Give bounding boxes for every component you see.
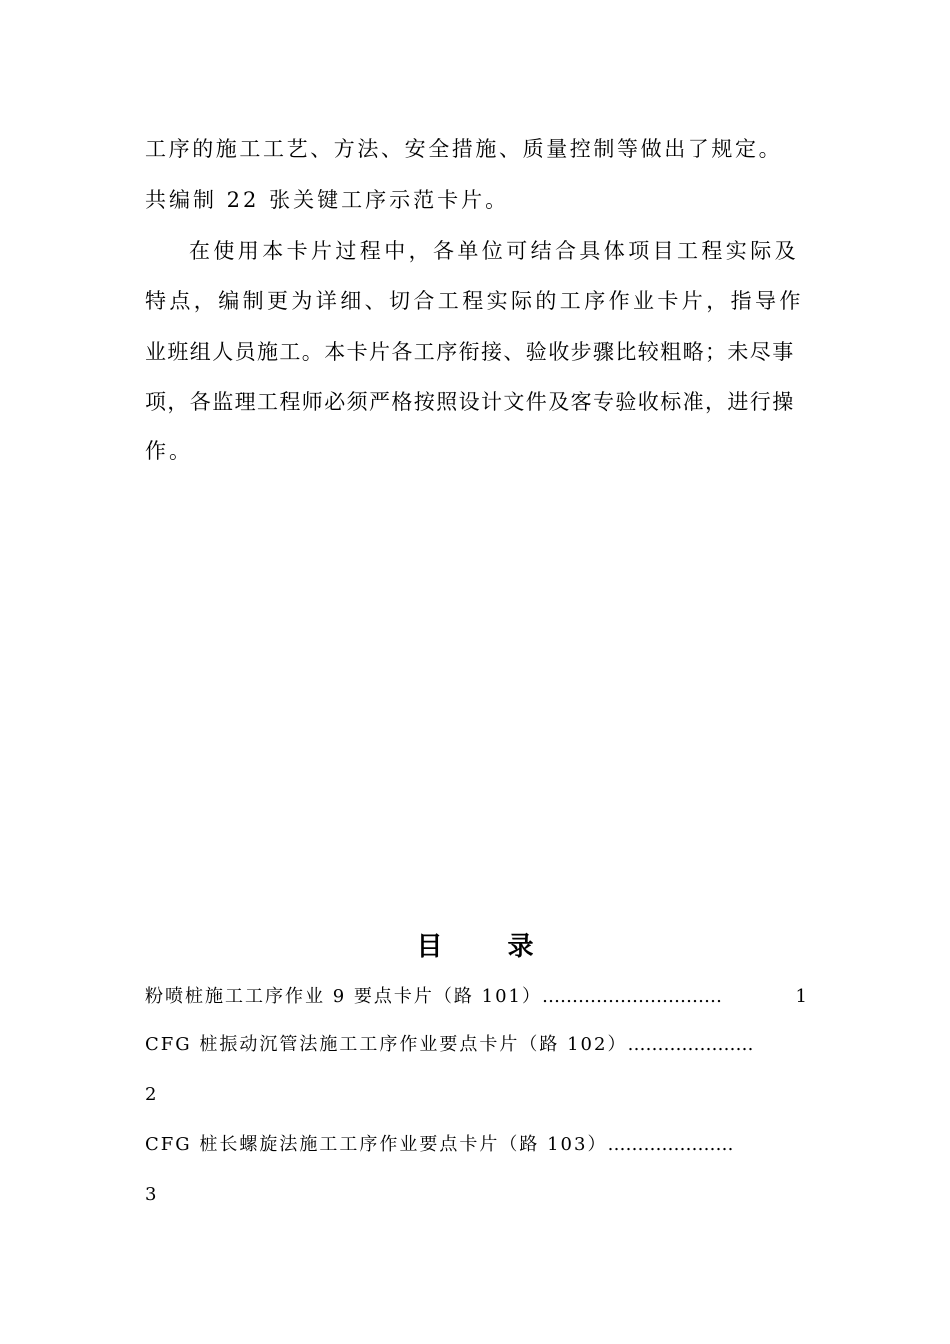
toc-entry-text: CFG 桩振动沉管法施工工序作业要点卡片（路 102）: [145, 1034, 628, 1055]
toc-page-number-2: 2: [145, 1084, 157, 1105]
intro-line-5: 业班组人员施工。本卡片各工序衔接、验收步骤比较粗略；未尽事: [145, 340, 795, 364]
toc-entry-text: 粉喷桩施工工序作业 9 要点卡片（路 101）: [145, 986, 542, 1007]
intro-line-4: 特点，编制更为详细、切合工程实际的工序作业卡片，指导作: [145, 289, 804, 313]
intro-line-3: 在使用本卡片过程中，各单位可结合具体项目工程实际及: [189, 239, 799, 263]
toc-entry-3[interactable]: [145, 1131, 807, 1159]
toc-leader-dots: …………………: [627, 1034, 754, 1055]
intro-line-2: 共编制 22 张关键工序示范卡片。: [145, 188, 510, 212]
toc-leader-dots: …………………………: [541, 986, 722, 1007]
intro-line-7: 作。: [145, 439, 193, 463]
toc-entry-1[interactable]: [145, 983, 807, 1011]
toc-entry-text: CFG 桩长螺旋法施工工序作业要点卡片（路 103）: [145, 1134, 608, 1155]
intro-line-1: 工序的施工工艺、方法、安全措施、质量控制等做出了规定。: [145, 137, 783, 161]
toc-page-number-3: 3: [145, 1184, 157, 1205]
toc-leader-dots: …………………: [607, 1134, 734, 1155]
intro-line-6: 项，各监理工程师必须严格按照设计文件及客专验收标准，进行操: [145, 390, 795, 414]
toc-page-number: 1: [795, 986, 807, 1007]
toc-title: 目 录: [416, 932, 562, 962]
toc-entry-2[interactable]: [145, 1031, 807, 1059]
